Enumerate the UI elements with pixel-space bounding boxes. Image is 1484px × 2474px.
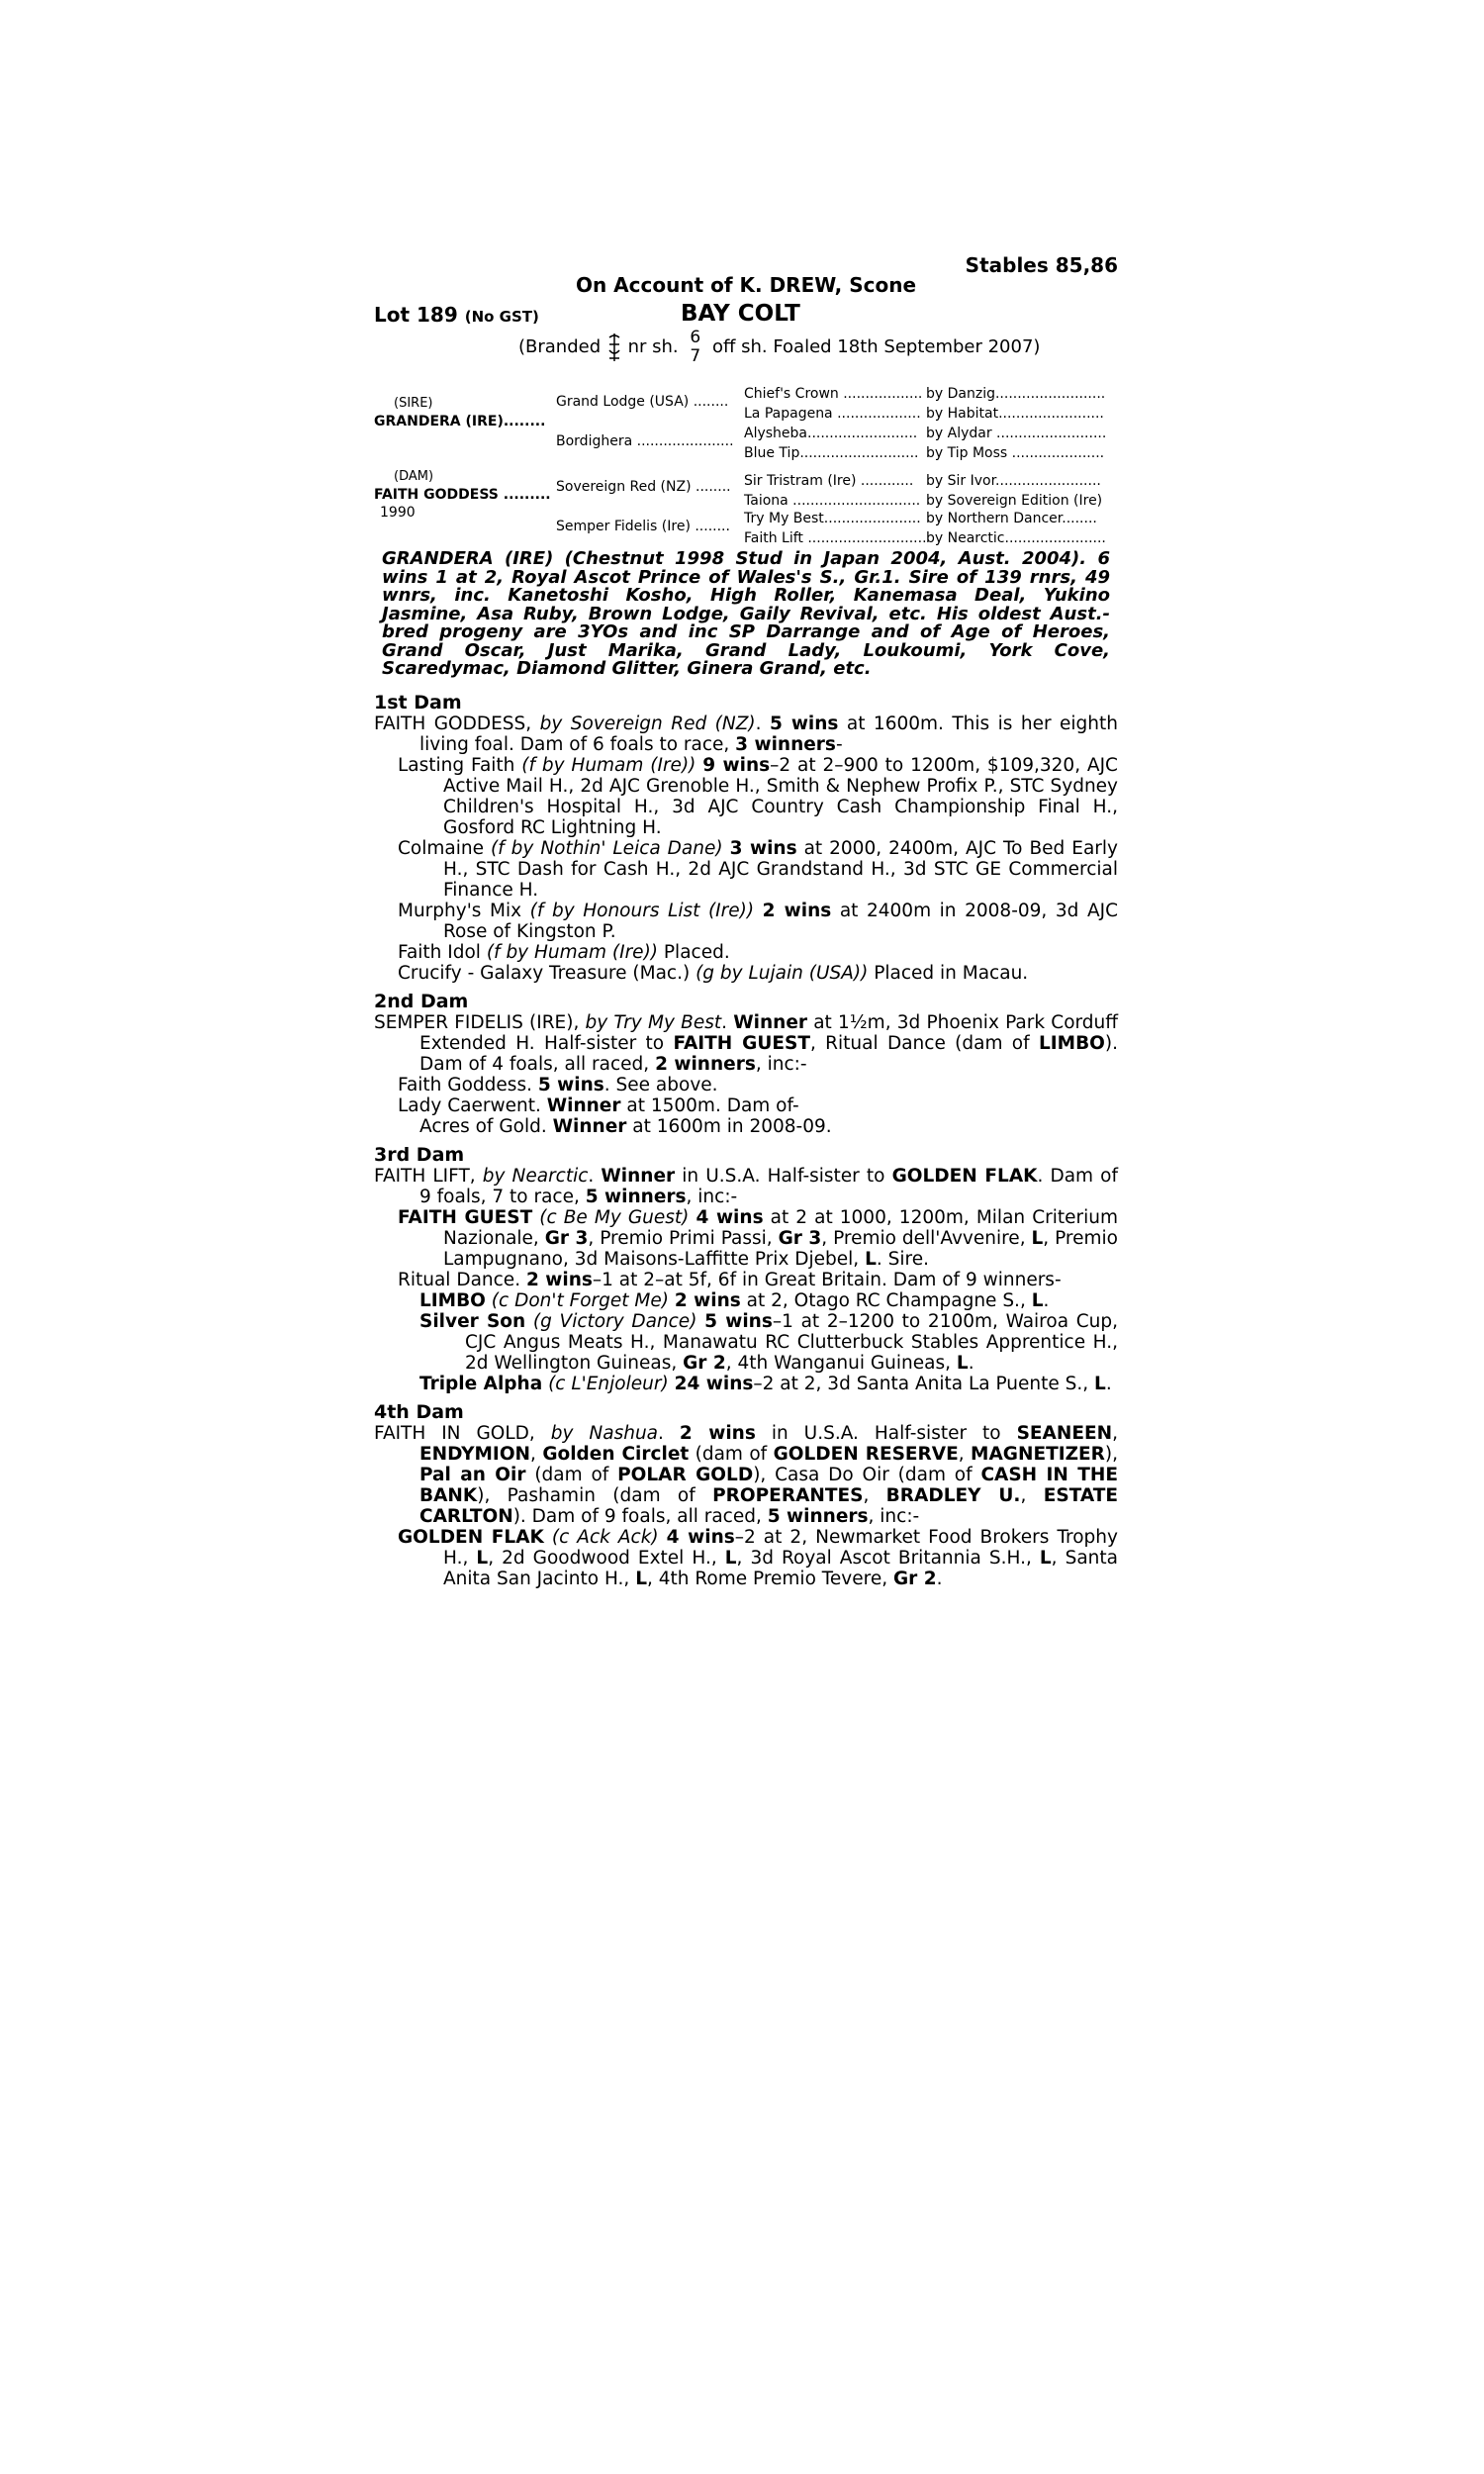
first-dam-entry — [374, 714, 1118, 755]
text-fragment: Winner — [546, 1094, 621, 1116]
brand-bottom: 7 — [690, 346, 701, 366]
text-fragment: GOLDEN RESERVE — [773, 1443, 959, 1465]
text-fragment — [659, 1527, 667, 1548]
gggp-5: by Sir Ivor........................ — [926, 473, 1101, 489]
progeny-lasting-faith — [374, 755, 1118, 838]
text-fragment: 5 wins — [704, 1310, 773, 1332]
text-fragment: Winner — [552, 1115, 627, 1137]
catalogue-text — [374, 550, 1118, 1589]
dam-name: FAITH GODDESS ......... — [374, 487, 551, 503]
text-fragment: 3 wins — [729, 837, 797, 859]
text-fragment: FAITH GODDESS, — [374, 713, 540, 734]
progeny-faith-goddess — [374, 1075, 1118, 1095]
text-fragment: Placed. — [658, 941, 730, 963]
text-fragment: PROPERANTES — [712, 1484, 864, 1506]
text-fragment: by Nearctic — [482, 1165, 589, 1187]
lot-label: Lot 189 — [374, 303, 458, 327]
text-fragment: 5 winners — [767, 1505, 869, 1527]
text-fragment: L — [476, 1547, 489, 1569]
text-fragment: ). Dam of 9 foals, all raced, — [512, 1505, 768, 1527]
progeny-murphys-mix — [374, 901, 1118, 942]
sire-tag: (SIRE) — [394, 396, 433, 411]
text-fragment: , Santa Anita San Jacinto H., — [443, 1547, 1118, 1589]
text-fragment: at 1½m, 3d Phoenix Park Corduff Extended H. Half-sister to — [419, 1011, 1119, 1054]
text-fragment: , 3d Royal Ascot Britannia S.H., — [736, 1547, 1040, 1569]
text-fragment: at 2000, 2400m, AJC To Bed Early H., STC Dash for Cash H., 2d AJC Grandstand H., 3d STC GE Commercial Finance H. — [443, 837, 1118, 901]
text-fragment: Winner — [733, 1011, 807, 1033]
grandprogeny-limbo — [374, 1290, 1118, 1311]
text-fragment: by Nashua — [550, 1422, 659, 1444]
text-fragment: . Dam of 9 foals, 7 to race, — [419, 1165, 1118, 1207]
text-fragment: (g by Lujain (USA)) — [696, 962, 869, 984]
text-fragment: Ritual Dance. — [398, 1269, 526, 1290]
text-fragment: FAITH LIFT, — [374, 1165, 483, 1187]
text-fragment: Placed in Macau. — [868, 962, 1029, 984]
text-fragment: SEMPER FIDELIS (IRE), — [374, 1011, 586, 1033]
text-fragment: Murphy's Mix — [398, 900, 530, 921]
text-fragment: . — [968, 1352, 974, 1374]
text-fragment: , Premio Primi Passi, — [588, 1227, 779, 1249]
text-fragment: (f by Nothin' Leica Dane) — [490, 837, 723, 859]
text-fragment: Acres of Gold. — [419, 1115, 553, 1137]
text-fragment: LIMBO — [419, 1289, 486, 1311]
grandprogeny-silver-son — [374, 1311, 1118, 1374]
progeny-golden-flak — [374, 1527, 1118, 1589]
text-fragment: (c L'Enjoleur) — [542, 1373, 669, 1394]
text-fragment: FAITH GUEST — [673, 1032, 810, 1054]
text-fragment: . — [1043, 1289, 1050, 1311]
text-fragment: Crucify - Galaxy Treasure (Mac.) — [398, 962, 696, 984]
text-fragment: , — [863, 1484, 886, 1506]
text-fragment — [723, 838, 730, 859]
text-fragment: 5 winners — [585, 1186, 687, 1207]
text-fragment: –2 at 2–900 to 1200m, $109,320, AJC Active Mail H., 2d AJC Grenoble H., Smith & Nephew Profix P., STC Sydney Children's Hospital H., 3d AJC Country Cash Championship Final H., Gosford RC Lightning H. — [443, 754, 1118, 838]
text-fragment: , 2d Goodwood Extel H., — [488, 1547, 725, 1569]
text-fragment: L — [635, 1568, 647, 1589]
text-fragment: 24 wins — [674, 1373, 754, 1394]
text-fragment: Lady Caerwent. — [398, 1094, 547, 1116]
gggp-3: by Alydar ......................... — [926, 426, 1107, 441]
sire-name: GRANDERA (IRE)........ — [374, 414, 546, 429]
text-fragment: L — [1039, 1547, 1052, 1569]
ggp-6: Taiona ............................. — [744, 493, 921, 509]
brand-suffix: off sh. Foaled 18th September 2007) — [711, 336, 1041, 357]
ggp-3: Alysheba......................... — [744, 426, 918, 441]
text-fragment: in U.S.A. Half-sister to — [755, 1422, 1017, 1444]
progeny-faith-idol — [374, 942, 1118, 963]
fourth-dam-heading: 4th Dam — [374, 1400, 464, 1423]
text-fragment: Faith Goddess. — [398, 1074, 538, 1095]
text-fragment: (f by Humam (Ire)) — [521, 754, 696, 776]
text-fragment: 4 wins — [666, 1526, 735, 1548]
text-fragment: ENDYMION — [419, 1443, 531, 1465]
ggp-5: Sir Tristram (Ire) ............ — [744, 473, 914, 489]
text-fragment — [754, 901, 763, 921]
text-fragment: SEANEEN — [1016, 1422, 1113, 1444]
text-fragment: POLAR GOLD — [617, 1464, 754, 1485]
text-fragment: Gr 3 — [544, 1227, 589, 1249]
progeny-colmaine — [374, 838, 1118, 901]
text-fragment: ), Pashamin (dam of — [477, 1484, 713, 1506]
stables-number: Stables 85,86 — [965, 253, 1118, 277]
text-fragment: L — [865, 1248, 877, 1270]
text-fragment: (f by Honours List (Ire)) — [529, 900, 755, 921]
dam-tag: (DAM) — [394, 469, 434, 484]
text-fragment: at 1600m in 2008-09. — [626, 1115, 832, 1137]
brand-icon — [606, 333, 622, 362]
progeny-acres-of-gold — [374, 1116, 1118, 1137]
text-fragment: , Ritual Dance (dam of — [809, 1032, 1039, 1054]
text-fragment: , inc:- — [686, 1186, 738, 1207]
grandprogeny-triple-alpha — [374, 1374, 1118, 1394]
text-fragment: , — [1112, 1422, 1118, 1444]
text-fragment: at 2400m in 2008-09, 3d AJC Rose of Kingston P. — [443, 900, 1118, 942]
granddam-1: Bordighera ...................... — [556, 433, 734, 449]
gggp-7: by Northern Dancer........ — [926, 511, 1097, 526]
third-dam-heading: 3rd Dam — [374, 1143, 465, 1166]
text-fragment: FAITH GUEST — [398, 1206, 533, 1228]
text-fragment: 2 winners — [655, 1053, 756, 1075]
text-fragment: 3 winners — [735, 733, 836, 755]
text-fragment: . — [588, 1165, 602, 1187]
text-fragment: (f by Humam (Ire)) — [486, 941, 659, 963]
text-fragment: 5 wins — [769, 713, 839, 734]
vendor-account: On Account of K. DREW, Scone — [575, 273, 917, 297]
gst-note: (No GST) — [464, 308, 539, 326]
text-fragment: L — [1031, 1289, 1044, 1311]
text-fragment: (c Ack Ack) — [543, 1526, 659, 1548]
ggp-8: Faith Lift ........................... — [744, 530, 927, 546]
text-fragment: ESTATE CARLTON — [419, 1484, 1118, 1527]
text-fragment: 4 wins — [696, 1206, 764, 1228]
text-fragment: 2 wins — [679, 1422, 756, 1444]
brand-fraction — [690, 329, 700, 366]
text-fragment: –1 at 2–at 5f, 6f in Great Britain. Dam of 9 winners- — [592, 1269, 1062, 1290]
text-fragment: LIMBO — [1038, 1032, 1105, 1054]
text-fragment: . — [721, 1011, 734, 1033]
text-fragment: 5 wins — [537, 1074, 604, 1095]
text-fragment: CASH IN THE BANK — [419, 1464, 1118, 1506]
first-dam-heading: 1st Dam — [374, 691, 462, 714]
gggp-6: by Sovereign Edition (Ire) — [926, 493, 1103, 509]
text-fragment: Colmaine — [398, 837, 491, 859]
progeny-crucify — [374, 963, 1118, 984]
text-fragment: at 1500m. Dam of- — [620, 1094, 799, 1116]
pedigree-table — [374, 376, 1118, 546]
text-fragment: 2 wins — [674, 1289, 741, 1311]
granddam-2: Semper Fidelis (Ire) ........ — [556, 519, 730, 534]
text-fragment: . — [755, 713, 770, 734]
text-fragment: –2 at 2, 3d Santa Anita La Puente S., — [753, 1373, 1095, 1394]
text-fragment: Pal an Oir — [419, 1464, 526, 1485]
text-fragment: at 1600m. This is her eighth living foal. Dam of 6 foals to race, — [419, 713, 1118, 755]
text-fragment: - — [835, 733, 843, 755]
text-fragment: , — [958, 1443, 972, 1465]
text-fragment: in U.S.A. Half-sister to — [675, 1165, 892, 1187]
text-fragment: 2 wins — [525, 1269, 593, 1290]
text-fragment: Winner — [601, 1165, 676, 1187]
text-fragment: . — [1105, 1373, 1112, 1394]
text-fragment: Triple Alpha — [419, 1373, 543, 1394]
text-fragment: , 4th Wanganui Guineas, — [725, 1352, 957, 1374]
ggp-2: La Papagena ................... — [744, 406, 921, 422]
text-fragment: at 2, Otago RC Champagne S., — [740, 1289, 1032, 1311]
second-dam-heading: 2nd Dam — [374, 990, 469, 1012]
text-fragment: GOLDEN FLAK — [891, 1165, 1038, 1187]
text-fragment: GOLDEN FLAK — [398, 1526, 544, 1548]
text-fragment: L — [1094, 1373, 1106, 1394]
grandsire-2: Sovereign Red (NZ) ........ — [556, 479, 731, 495]
text-fragment: ), Casa Do Oir (dam of — [753, 1464, 981, 1485]
text-fragment: , Premio dell'Avvenire, — [821, 1227, 1032, 1249]
third-dam-entry — [374, 1166, 1118, 1207]
gggp-8: by Nearctic....................... — [926, 530, 1106, 546]
text-fragment: Gr 2 — [683, 1352, 726, 1374]
text-fragment: FAITH IN GOLD, — [374, 1422, 551, 1444]
ggp-7: Try My Best...................... — [744, 511, 921, 526]
text-fragment: BRADLEY U. — [885, 1484, 1021, 1506]
dam-year: 1990 — [380, 505, 416, 521]
brand-prefix: (Branded — [518, 336, 602, 357]
text-fragment: , — [530, 1443, 543, 1465]
gggp-4: by Tip Moss ..................... — [926, 445, 1105, 461]
text-fragment: (dam of — [689, 1443, 774, 1465]
text-fragment: L — [956, 1352, 969, 1374]
brand-mid: nr sh. — [627, 336, 679, 357]
text-fragment: –2 at 2, Newmarket Food Brokers Trophy H., — [443, 1526, 1118, 1569]
sire-summary: GRANDERA (IRE) (Chestnut 1998 Stud in Japan 2004, Aust. 2004). 6 wins 1 at 2, Royal Ascot Prince of Wales's S., Gr.1. Sire of 139 rnrs, 49 wnrs, inc. Kanetoshi Kosho, High Roller, Kanemasa Deal, Yukino Jasmine, Asa Ruby, Brown Lodge, Gaily Revival, etc. His oldest Aust.-bred progeny are 3YOs and inc SP Darrange and of Age of Heroes, Grand Oscar, Just Marika, Grand Lady, Loukoumi, York Cove, Scaredymac, Diamond Glitter, Ginera Grand, etc. — [382, 548, 1110, 679]
ggp-1: Chief's Crown .................. — [744, 386, 923, 402]
text-fragment: , — [1020, 1484, 1044, 1506]
gggp-1: by Danzig......................... — [926, 386, 1106, 402]
text-fragment: Faith Idol — [398, 941, 487, 963]
text-fragment: , inc:- — [868, 1505, 920, 1527]
text-fragment: at 2 at 1000, 1200m, Milan Criterium Nazionale, — [443, 1206, 1118, 1249]
ggp-4: Blue Tip........................... — [744, 445, 919, 461]
text-fragment: –1 at 2–1200 to 2100m, Wairoa Cup, CJC Angus Meats H., Manawatu RC Clutterbuck Stables Apprentice H., 2d Wellington Guineas, — [465, 1310, 1118, 1374]
text-fragment: , Premio Lampugnano, 3d Maisons-Laffitte Prix Djebel, — [443, 1227, 1118, 1270]
text-fragment: Lasting Faith — [398, 754, 522, 776]
gggp-2: by Habitat........................ — [926, 406, 1104, 422]
progeny-ritual-dance — [374, 1270, 1118, 1290]
text-fragment: Golden Circlet — [542, 1443, 690, 1465]
brand-line — [518, 329, 1040, 366]
progeny-lady-caerwent — [374, 1095, 1118, 1116]
text-fragment: L — [724, 1547, 737, 1569]
text-fragment: ), — [1104, 1443, 1118, 1465]
text-fragment: Gr 3 — [778, 1227, 822, 1249]
text-fragment: . — [658, 1422, 680, 1444]
text-fragment: ). Dam of 4 foals, all raced, — [419, 1032, 1119, 1075]
text-fragment: MAGNETIZER — [971, 1443, 1105, 1465]
text-fragment: (g Victory Dance) — [525, 1310, 697, 1332]
lot-number — [374, 303, 539, 327]
text-fragment: , inc:- — [755, 1053, 807, 1075]
text-fragment: by Sovereign Red (NZ) — [539, 713, 756, 734]
text-fragment: by Try My Best — [585, 1011, 722, 1033]
progeny-faith-guest — [374, 1207, 1118, 1270]
brand-top: 6 — [690, 328, 701, 347]
text-fragment: L — [1031, 1227, 1044, 1249]
text-fragment: Silver Son — [419, 1310, 526, 1332]
text-fragment: (dam of — [525, 1464, 618, 1485]
fourth-dam-entry — [374, 1423, 1118, 1527]
text-fragment: Gr 2 — [893, 1568, 937, 1589]
text-fragment: 9 wins — [702, 754, 771, 776]
grandsire-1: Grand Lodge (USA) ........ — [556, 394, 729, 410]
text-fragment: . See above. — [603, 1074, 718, 1095]
text-fragment: 2 wins — [762, 900, 832, 921]
text-fragment: . Sire. — [876, 1248, 929, 1270]
text-fragment: , 4th Rome Premio Tevere, — [646, 1568, 893, 1589]
text-fragment: . — [936, 1568, 943, 1589]
horse-description: BAY COLT — [681, 301, 800, 327]
text-fragment: (c Be My Guest) — [532, 1206, 690, 1228]
text-fragment: (c Don't Forget Me) — [485, 1289, 669, 1311]
second-dam-entry — [374, 1012, 1118, 1075]
text-fragment — [696, 1311, 704, 1332]
